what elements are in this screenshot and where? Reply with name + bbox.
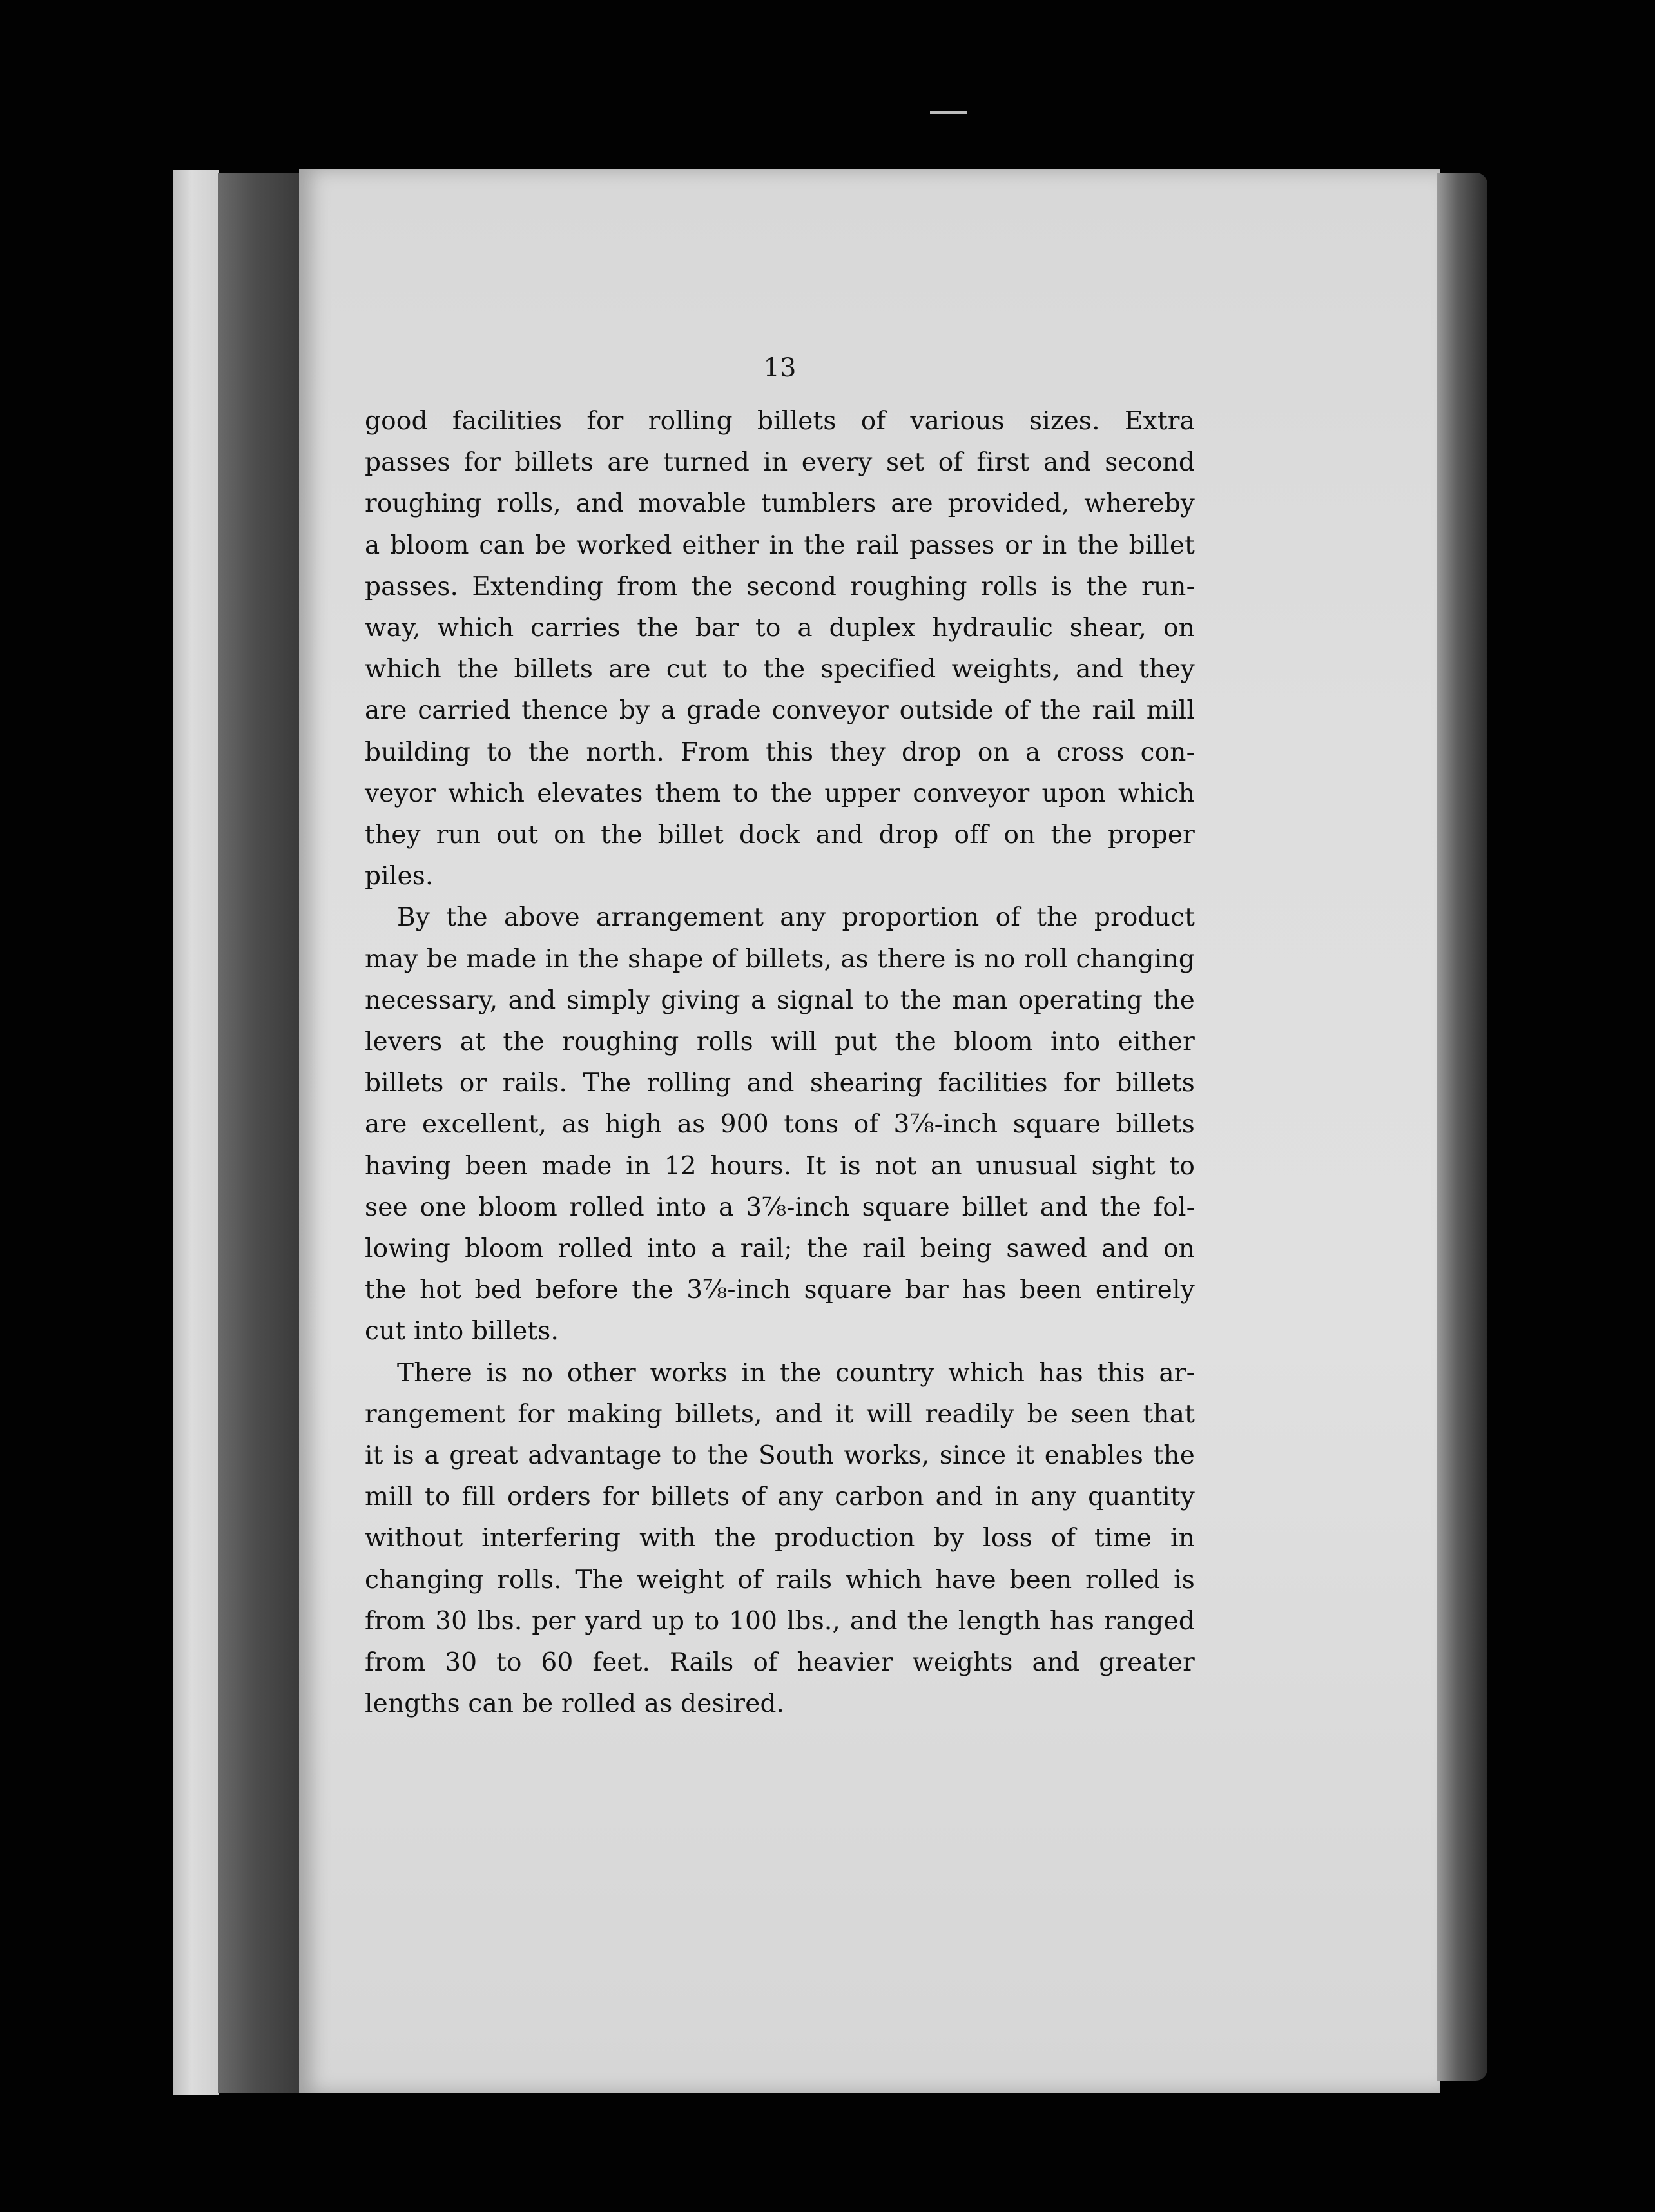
text-line: changing rolls. The weight of rails which have been rolled is [365, 1565, 1195, 1595]
text-line: from 30 to 60 feet. Rails of heavier weights and greater [365, 1648, 1195, 1678]
text-line: passes. Extending from the second roughing rolls is the run- [365, 572, 1195, 601]
text-line: the hot bed before the 3⅞-inch square bar has been entirely [365, 1276, 1195, 1305]
paragraph [365, 897, 1195, 1352]
text-line: may be made in the shape of billets, as there is no roll changing [365, 944, 1195, 974]
text-line: levers at the roughing rolls will put the bloom into either [365, 1027, 1195, 1057]
text-line: it is a great advantage to the South works, since it enables the [365, 1441, 1195, 1471]
text-line: roughing rolls, and movable tumblers are provided, whereby [365, 489, 1195, 519]
text-line: By the above arrangement any proportion of the product [397, 903, 1195, 933]
text-line: they run out on the billet dock and drop off on the proper [365, 820, 1195, 850]
text-line: mill to fill orders for billets of any carbon and in any quantity [365, 1482, 1195, 1512]
scan-mark [930, 111, 967, 114]
text-line: way, which carries the bar to a duplex hydraulic shear, on [365, 614, 1195, 643]
page-number: 13 [763, 353, 797, 383]
text-line: from 30 lbs. per yard up to 100 lbs., and the length has ranged [365, 1606, 1195, 1636]
text-line: lowing bloom rolled into a rail; the rail being sawed and on [365, 1234, 1195, 1264]
text-line: billets or rails. The rolling and shearing facilities for billets [365, 1069, 1195, 1098]
text-line: cut into billets. [365, 1317, 559, 1346]
text-line: good facilities for rolling billets of various sizes. Extra [365, 407, 1195, 436]
text-line: piles. [365, 862, 434, 891]
text-line: There is no other works in the country which has this ar- [397, 1358, 1195, 1388]
text-line: are carried thence by a grade conveyor outside of the rail mill [365, 696, 1195, 726]
text-line: necessary, and simply giving a signal to the man operating the [365, 985, 1195, 1015]
book-cover-edge [173, 170, 219, 2095]
page-body-text [365, 401, 1195, 1725]
text-line: a bloom can be worked either in the rail passes or in the billet [365, 530, 1195, 560]
book-gutter-shadow [218, 173, 300, 2093]
paragraph [365, 401, 1195, 897]
text-line: veyor which elevates them to the upper conveyor upon which [365, 779, 1195, 808]
text-line: passes for billets are turned in every set of first and second [365, 448, 1195, 478]
text-line: are excellent, as high as 900 tons of 3⅞-inch square billets [365, 1110, 1195, 1140]
text-line: having been made in 12 hours. It is not an unusual sight to [365, 1151, 1195, 1181]
text-line: rangement for making billets, and it will readily be seen that [365, 1399, 1195, 1429]
text-line: which the billets are cut to the specified weights, and they [365, 655, 1195, 684]
text-line: without interfering with the production by loss of time in [365, 1524, 1195, 1553]
text-line: lengths can be rolled as desired. [365, 1689, 785, 1719]
text-line: see one bloom rolled into a 3⅞-inch square billet and the fol- [365, 1192, 1195, 1222]
text-line: building to the north. From this they drop on a cross con- [365, 737, 1195, 767]
page-fore-edge [1437, 173, 1487, 2081]
paragraph [365, 1353, 1195, 1725]
